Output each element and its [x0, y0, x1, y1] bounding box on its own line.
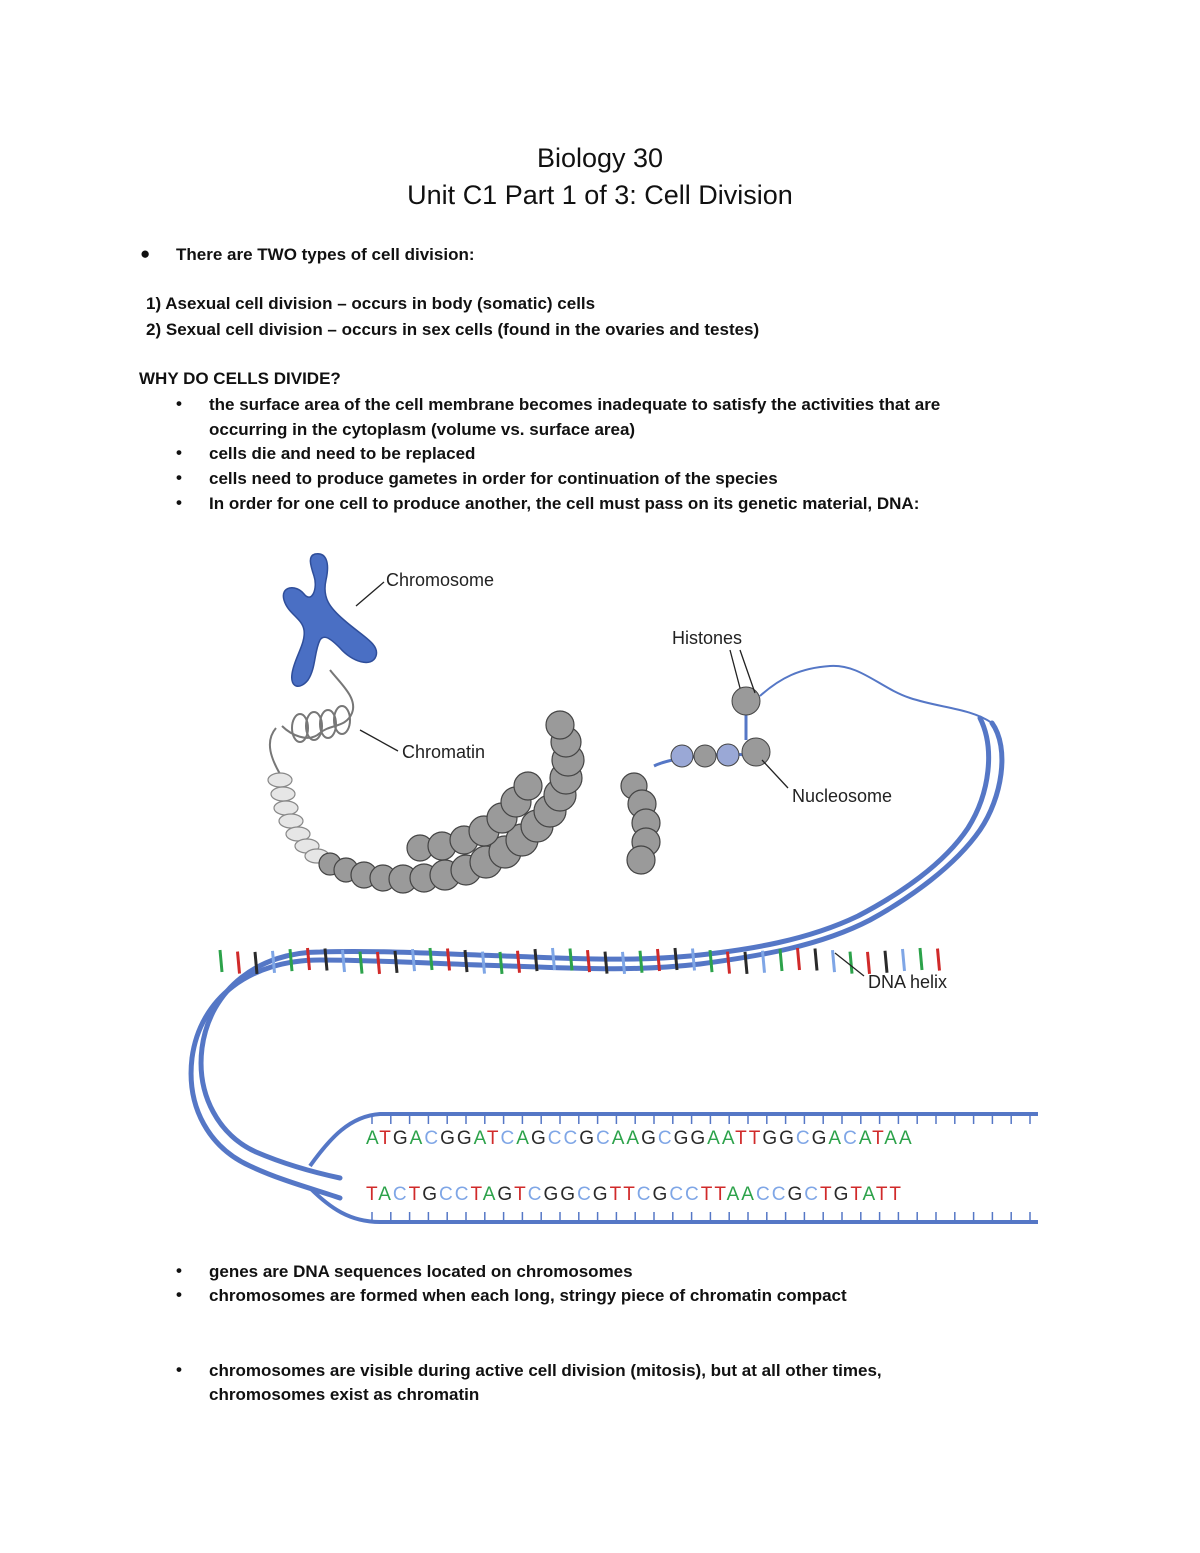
- base-letter: G: [787, 1184, 805, 1205]
- note-3: chromosomes are visible during active cell division (mitosis), but at all other times,: [209, 1361, 882, 1380]
- base-letter: A: [473, 1128, 487, 1149]
- base-letter: G: [762, 1128, 780, 1149]
- base-letter: A: [482, 1184, 498, 1205]
- base-letter: C: [657, 1128, 674, 1149]
- note-1-pre: genes are: [209, 1262, 294, 1281]
- base-letter: C: [595, 1128, 612, 1149]
- chromosome-shape: [283, 554, 376, 687]
- base-pair-rung: [220, 950, 222, 972]
- base-letter: T: [735, 1128, 749, 1149]
- base-pair-rung: [483, 952, 485, 974]
- base-letter: G: [497, 1184, 515, 1205]
- why-heading: WHY DO CELLS DIVIDE?: [139, 369, 341, 388]
- base-letter: A: [721, 1128, 736, 1149]
- base-letter: T: [470, 1184, 483, 1205]
- note-bullet-1: •: [176, 1261, 182, 1280]
- base-letter: T: [850, 1184, 863, 1205]
- note-1: [209, 1262, 633, 1282]
- base-letter: G: [422, 1184, 440, 1205]
- base-letter: A: [378, 1184, 393, 1205]
- note-bullet-3: •: [176, 1360, 182, 1379]
- base-letter: T: [486, 1128, 501, 1149]
- base-letter: A: [828, 1128, 844, 1149]
- base-letter: T: [872, 1128, 885, 1149]
- base-letter: C: [424, 1128, 441, 1149]
- base-pair-rung: [535, 949, 537, 971]
- base-letter: T: [714, 1184, 727, 1205]
- base-pair-rung: [623, 952, 625, 974]
- base-pair-rung: [360, 952, 362, 974]
- base-letter: C: [563, 1128, 580, 1149]
- base-letter: G: [456, 1128, 474, 1149]
- base-pair-rung: [763, 951, 765, 973]
- base-letter: A: [611, 1128, 627, 1149]
- unit-title: Unit C1 Part 1 of 3: Cell Division: [407, 180, 793, 210]
- base-letter: A: [862, 1184, 876, 1205]
- base-letter: A: [726, 1184, 742, 1205]
- base-letter: G: [690, 1128, 708, 1149]
- base-letter: A: [366, 1128, 380, 1149]
- label-chromosome: Chromosome: [386, 570, 495, 590]
- base-letter: G: [592, 1184, 610, 1205]
- type-1-term: Asexual cell division: [165, 294, 333, 313]
- chromatin-fiber: [268, 773, 329, 863]
- why-item-1: the surface area of the cell membrane becomes inadequate to satisfy the activities that are: [209, 395, 941, 414]
- base-pair-rung: [395, 951, 397, 973]
- base-letter: A: [884, 1128, 899, 1149]
- base-pair-rung: [238, 952, 240, 974]
- base-pair-rung: [675, 948, 677, 970]
- base-pair-rung: [500, 952, 502, 974]
- base-letter: C: [454, 1184, 471, 1205]
- base-letter: A: [516, 1128, 531, 1149]
- base-pair-rung: [710, 950, 712, 972]
- base-letter: C: [669, 1184, 686, 1205]
- base-pair-rung: [325, 948, 327, 970]
- type-2-num: 2): [146, 320, 162, 339]
- base-letter: G: [560, 1184, 578, 1205]
- base-pair-rung: [920, 948, 922, 970]
- nucleosome-beads: [654, 666, 992, 767]
- note-1-bold: DNA sequences: [293, 1262, 422, 1281]
- base-pair-rung: [430, 948, 432, 970]
- base-pair-rung: [308, 948, 310, 970]
- base-letter: A: [858, 1128, 873, 1149]
- base-letter: G: [811, 1128, 829, 1149]
- note-3-cont: chromosomes exist as chromatin: [209, 1385, 480, 1404]
- base-letter: C: [685, 1184, 701, 1205]
- base-pair-rung: [658, 949, 660, 971]
- chromatin-leader: [360, 730, 398, 751]
- type-1: [146, 294, 595, 314]
- why-item-4: In order for one cell to produce another, the cell must pass on its genetic material, DNA:: [209, 494, 920, 513]
- base-letter: T: [408, 1184, 423, 1205]
- base-letter: T: [889, 1184, 904, 1205]
- base-letter: A: [707, 1128, 722, 1149]
- base-letter: G: [673, 1128, 691, 1149]
- base-letter: G: [833, 1184, 851, 1205]
- note-1-mid: located on: [421, 1262, 517, 1281]
- base-letter: C: [392, 1184, 409, 1205]
- base-letter: G: [641, 1128, 658, 1149]
- base-pair-rung: [273, 951, 275, 973]
- base-letter: C: [439, 1184, 455, 1205]
- label-chromatin: Chromatin: [402, 742, 486, 762]
- course-title: Biology 30: [536, 143, 664, 173]
- base-letter: T: [366, 1184, 379, 1205]
- top-strand-sequence: [366, 1128, 914, 1149]
- base-letter: T: [514, 1184, 528, 1205]
- base-letter: C: [527, 1184, 544, 1205]
- base-pair-rung: [378, 952, 380, 974]
- base-pair-rung: [518, 951, 520, 973]
- base-pair-rung: [343, 950, 345, 972]
- base-letter: A: [626, 1128, 642, 1149]
- dna-packaging-figure: [180, 548, 1050, 1228]
- why-bullet-4: •: [176, 493, 182, 512]
- base-pair-rung: [885, 951, 887, 973]
- bottom-strand-sequence: [366, 1184, 903, 1205]
- base-letter: C: [577, 1184, 593, 1205]
- bullet-dot: ●: [140, 244, 151, 263]
- intro-bullet-text: There are TWO types of cell division:: [176, 245, 475, 264]
- base-pair-rung: [728, 952, 730, 974]
- type-1-desc: – occurs in body (somatic) cells: [332, 294, 596, 313]
- base-letter: T: [748, 1128, 763, 1149]
- base-letter: C: [795, 1128, 812, 1149]
- type-2-term: Sexual cell division: [165, 320, 323, 339]
- base-pair-rung: [640, 951, 642, 973]
- base-pair-rung: [780, 949, 782, 971]
- base-letter: C: [843, 1128, 859, 1149]
- base-letter: C: [500, 1128, 517, 1149]
- base-pair-rung: [850, 952, 852, 974]
- base-letter: G: [530, 1128, 548, 1149]
- note-2: chromosomes are formed when each long, stringy piece of chromatin compact: [209, 1286, 847, 1305]
- base-pair-rung: [868, 952, 870, 974]
- base-letter: C: [771, 1184, 788, 1205]
- base-letter: T: [700, 1184, 715, 1205]
- label-dna-helix: DNA helix: [868, 972, 948, 992]
- why-item-1-cont: occurring in the cytoplasm (volume vs. surface area): [209, 420, 636, 439]
- why-item-2: cells die and need to be replaced: [209, 444, 476, 463]
- base-letter: A: [741, 1184, 756, 1205]
- base-pair-rung: [413, 949, 415, 971]
- histone-leader-2: [740, 650, 755, 693]
- nucleosome-leader: [762, 760, 788, 788]
- base-pair-rung: [553, 948, 555, 970]
- base-letter: G: [440, 1128, 457, 1149]
- base-pair-rung: [255, 952, 257, 974]
- label-nucleosome: Nucleosome: [792, 786, 893, 806]
- base-pair-rung: [938, 949, 940, 971]
- why-bullet-2: •: [176, 443, 182, 462]
- base-pair-rung: [605, 952, 607, 974]
- base-pair-rung: [570, 948, 572, 970]
- type-1-num: 1): [146, 294, 162, 313]
- base-pair-rung: [290, 949, 292, 971]
- base-pair-rung: [448, 948, 450, 970]
- base-pair-rung: [745, 952, 747, 974]
- chromosome-leader: [356, 582, 384, 606]
- type-2-desc: – occurs in sex cells (found in the ovaries and testes): [322, 320, 760, 339]
- base-pair-rung: [833, 950, 835, 972]
- base-letter: C: [547, 1128, 564, 1149]
- note-1-bold2: chromosomes: [516, 1262, 633, 1281]
- base-pair-rung: [903, 949, 905, 971]
- base-letter: A: [409, 1128, 425, 1149]
- base-letter: G: [652, 1184, 670, 1205]
- base-letter: C: [755, 1184, 772, 1205]
- base-letter: C: [636, 1184, 653, 1205]
- label-histones: Histones: [672, 628, 743, 648]
- note-bullet-2: •: [176, 1285, 182, 1304]
- base-letter: G: [579, 1128, 596, 1149]
- nucleosome-fiber: [319, 711, 660, 893]
- base-letter: T: [819, 1184, 834, 1205]
- base-letter: T: [609, 1184, 624, 1205]
- base-letter: T: [875, 1184, 890, 1205]
- why-item-3: cells need to produce gametes in order for continuation of the species: [209, 469, 778, 488]
- why-bullet-3: •: [176, 468, 182, 487]
- base-letter: C: [804, 1184, 820, 1205]
- type-2: [146, 320, 759, 340]
- base-letter: A: [898, 1128, 914, 1149]
- base-pair-rung: [798, 948, 800, 970]
- base-letter: G: [392, 1128, 410, 1149]
- base-pair-rung: [693, 949, 695, 971]
- histone-leader-1: [730, 650, 740, 688]
- base-pair-rung: [815, 949, 817, 971]
- base-letter: G: [779, 1128, 796, 1149]
- base-pair-rung: [465, 950, 467, 972]
- why-bullet-1: •: [176, 394, 182, 413]
- base-pair-rung: [588, 950, 590, 972]
- base-letter: G: [543, 1184, 561, 1205]
- base-letter: T: [379, 1128, 393, 1149]
- base-letter: T: [623, 1184, 637, 1205]
